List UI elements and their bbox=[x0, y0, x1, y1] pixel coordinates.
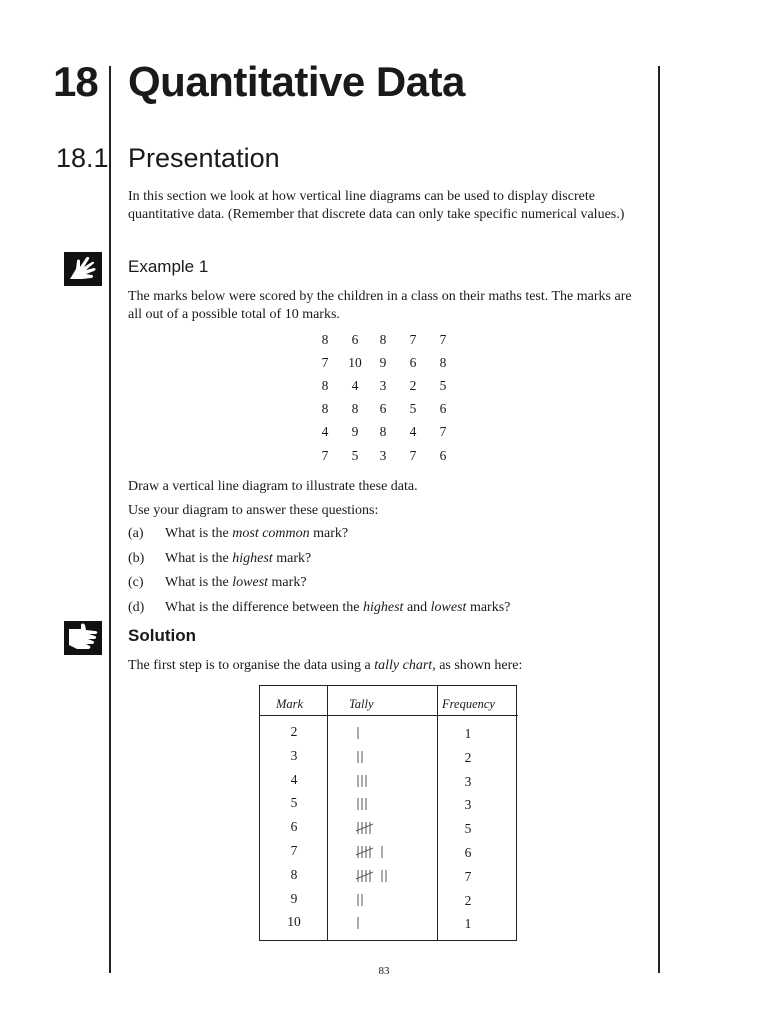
tally-marks bbox=[356, 820, 416, 836]
tally-gate-stroke bbox=[356, 824, 373, 831]
mark-value: 6 bbox=[439, 401, 447, 416]
mark-cell: 9 bbox=[290, 890, 298, 906]
frequency-cell: 6 bbox=[464, 845, 472, 860]
mark-value: 7 bbox=[409, 332, 417, 347]
header-frequency: Frequency bbox=[442, 697, 495, 711]
marks-row bbox=[310, 401, 460, 421]
questions-lead: Use your diagram to answer these questions: bbox=[128, 503, 379, 518]
question-text: What is the difference between the highest and lowest marks? bbox=[165, 600, 511, 615]
frequency-cell: 2 bbox=[464, 892, 472, 908]
chapter-number: 18 bbox=[53, 58, 98, 105]
tally-marks bbox=[356, 892, 416, 908]
mark-value: 7 bbox=[439, 332, 447, 347]
section-title: Presentation bbox=[128, 143, 280, 173]
section-number: 18.1 bbox=[56, 143, 109, 173]
mark-cell: 5 bbox=[290, 795, 298, 811]
mark-cell: 2 bbox=[290, 724, 298, 739]
mark-value: 8 bbox=[379, 424, 387, 439]
mark-cell: 4 bbox=[290, 771, 298, 787]
mark-value: 2 bbox=[409, 378, 417, 393]
instruction-text: Draw a vertical line diagram to illustrate these data. bbox=[128, 479, 418, 494]
mark-value: 9 bbox=[351, 424, 359, 439]
mark-value: 10 bbox=[348, 355, 362, 370]
frequency-cell: 1 bbox=[464, 916, 472, 932]
solution-title: Solution bbox=[128, 626, 196, 645]
header-mark: Mark bbox=[276, 697, 304, 711]
mark-value: 3 bbox=[379, 378, 387, 393]
marks-row bbox=[310, 424, 460, 444]
question-text: What is the lowest mark? bbox=[165, 575, 307, 590]
tally-marks bbox=[356, 773, 416, 789]
mark-value: 8 bbox=[321, 378, 329, 393]
marks-row bbox=[310, 448, 460, 468]
marks-row bbox=[310, 355, 460, 375]
mark-value: 6 bbox=[409, 355, 417, 370]
frequency-cell: 2 bbox=[464, 749, 472, 765]
mark-value: 8 bbox=[439, 355, 447, 370]
tally-marks bbox=[356, 915, 416, 931]
mark-value: 7 bbox=[439, 424, 447, 439]
column-divider bbox=[327, 686, 328, 940]
left-margin-rule bbox=[109, 66, 111, 973]
mark-value: 8 bbox=[351, 401, 359, 416]
question-text: What is the highest mark? bbox=[165, 551, 312, 566]
frequency-cell: 1 bbox=[464, 726, 472, 741]
marks-row bbox=[310, 332, 460, 352]
intro-paragraph: In this section we look at how vertical line diagrams can be used to display discrete quantitative data. (Remember that discrete data can only take specific numerical values.) bbox=[128, 189, 625, 222]
mark-value: 8 bbox=[379, 332, 387, 347]
tally-gate-stroke bbox=[356, 872, 373, 879]
question-text: What is the most common mark? bbox=[165, 526, 349, 541]
mark-cell: 3 bbox=[290, 747, 298, 763]
frequency-cell: 3 bbox=[464, 773, 472, 789]
mark-cell: 8 bbox=[290, 866, 298, 882]
mark-cell: 6 bbox=[290, 819, 298, 835]
example-title: Example 1 bbox=[128, 257, 209, 276]
mark-value: 8 bbox=[321, 401, 329, 416]
header-underline bbox=[260, 715, 518, 716]
question-label: (b) bbox=[128, 551, 145, 566]
mark-value: 5 bbox=[351, 448, 359, 463]
mark-value: 7 bbox=[321, 355, 329, 370]
marks-row bbox=[310, 378, 460, 398]
tally-marks bbox=[356, 749, 416, 765]
header-tally: Tally bbox=[349, 697, 374, 711]
column-divider bbox=[437, 686, 438, 940]
mark-value: 6 bbox=[439, 448, 447, 463]
frequency-cell: 7 bbox=[464, 868, 472, 884]
mark-value: 6 bbox=[379, 401, 387, 416]
frequency-cell: 5 bbox=[464, 821, 472, 837]
chapter-title: Quantitative Data bbox=[128, 58, 465, 105]
mark-value: 4 bbox=[351, 378, 359, 393]
mark-value: 4 bbox=[409, 424, 417, 439]
tally-marks bbox=[356, 796, 416, 812]
mark-value: 5 bbox=[439, 378, 447, 393]
example-text: The marks below were scored by the children in a class on their maths test. The marks are all out of a possible total of 10 marks. bbox=[128, 289, 632, 322]
mark-value: 7 bbox=[409, 448, 417, 463]
tally-marks bbox=[356, 868, 416, 884]
mark-value: 9 bbox=[379, 355, 387, 370]
tally-gate-stroke bbox=[356, 848, 373, 855]
mark-value: 3 bbox=[379, 448, 387, 463]
solution-text: The first step is to organise the data using a tally chart, as shown here: bbox=[128, 658, 523, 673]
mark-value: 4 bbox=[321, 424, 329, 439]
frequency-cell: 3 bbox=[464, 797, 472, 813]
mark-value: 8 bbox=[321, 332, 329, 347]
tally-marks bbox=[356, 725, 416, 741]
question-label: (c) bbox=[128, 575, 144, 590]
page-number: 83 bbox=[378, 965, 390, 977]
question-label: (a) bbox=[128, 526, 144, 541]
pointing-hand-icon bbox=[64, 252, 102, 286]
question-label: (d) bbox=[128, 600, 145, 615]
right-margin-rule bbox=[658, 66, 660, 973]
mark-value: 5 bbox=[409, 401, 417, 416]
mark-cell: 7 bbox=[290, 843, 298, 858]
tally-table bbox=[259, 685, 517, 941]
mark-cell: 10 bbox=[287, 914, 301, 930]
mark-value: 7 bbox=[321, 448, 329, 463]
thumbs-up-hand-icon bbox=[64, 621, 102, 655]
tally-marks bbox=[356, 844, 416, 860]
mark-value: 6 bbox=[351, 332, 359, 347]
